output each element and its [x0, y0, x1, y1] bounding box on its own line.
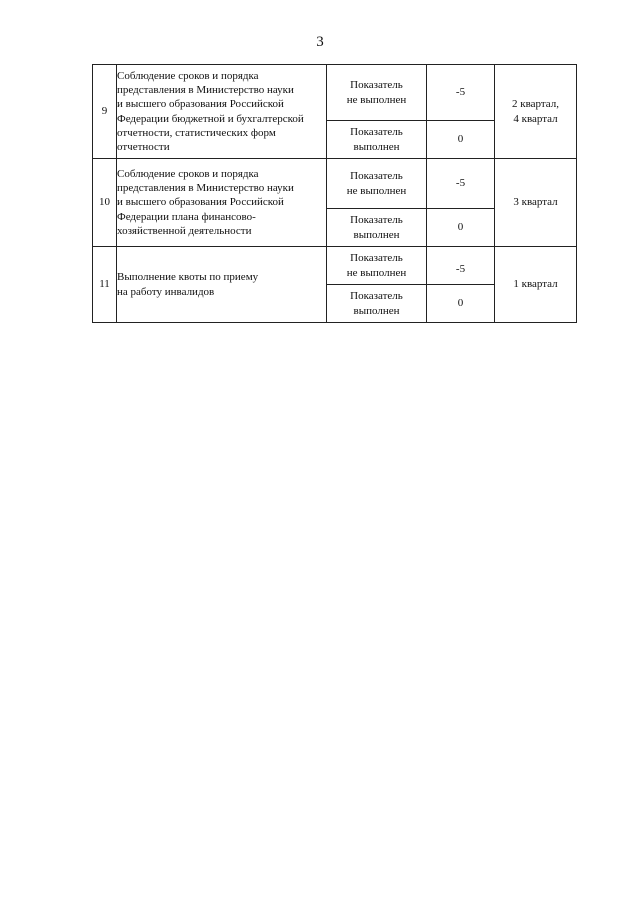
indicator-met: Показатель выполнен	[327, 285, 427, 323]
reporting-period: 3 квартал	[495, 159, 577, 247]
penalty-value: 0	[427, 121, 495, 159]
penalty-value: -5	[427, 65, 495, 121]
indicator-not-met: Показатель не выполнен	[327, 247, 427, 285]
reporting-period: 1 квартал	[495, 247, 577, 323]
row-number: 9	[93, 65, 117, 159]
reporting-period: 2 квартал, 4 квартал	[495, 65, 577, 159]
penalty-value: -5	[427, 159, 495, 209]
table-row	[93, 65, 577, 121]
indicator-not-met: Показатель не выполнен	[327, 65, 427, 121]
criteria-table	[92, 64, 577, 323]
penalty-value: -5	[427, 247, 495, 285]
criterion-description: Выполнение квоты по приему на работу инвалидов	[117, 247, 327, 323]
page-number: 3	[316, 34, 324, 50]
table-row	[93, 159, 577, 209]
table-row	[93, 247, 577, 285]
row-number: 11	[93, 247, 117, 323]
penalty-value: 0	[427, 285, 495, 323]
criterion-description: Соблюдение сроков и порядка представления в Министерство науки и высшего образования Российской Федерации бюджетной и бухгалтерской отчетности, статистических форм отчетности	[117, 65, 327, 159]
indicator-met: Показатель выполнен	[327, 209, 427, 247]
row-number: 10	[93, 159, 117, 247]
indicator-not-met: Показатель не выполнен	[327, 159, 427, 209]
indicator-met: Показатель выполнен	[327, 121, 427, 159]
criterion-description: Соблюдение сроков и порядка представления в Министерство науки и высшего образования Российской Федерации плана финансово- хозяйственной деятельности	[117, 159, 327, 247]
penalty-value: 0	[427, 209, 495, 247]
